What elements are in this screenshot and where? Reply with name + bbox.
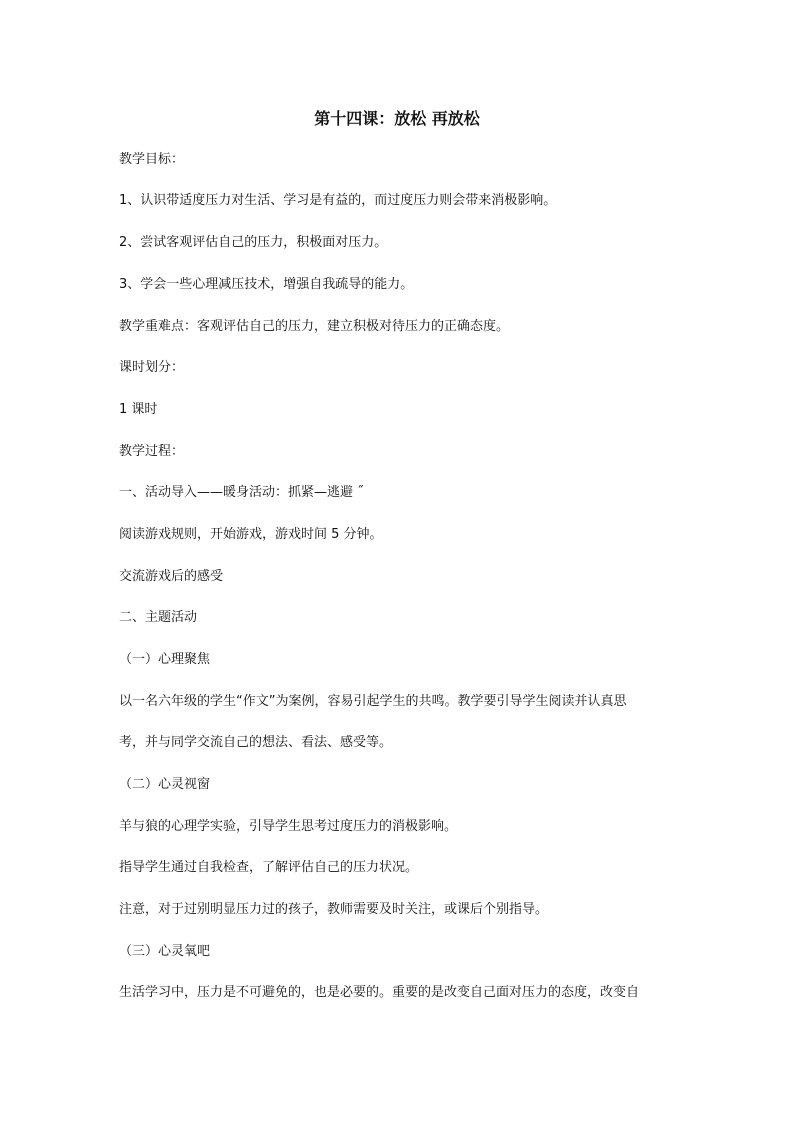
text-line: 交流游戏后的感受 xyxy=(119,569,224,584)
text-line: （二）心灵视窗 xyxy=(119,777,211,792)
text-line: 1 课时 xyxy=(119,402,158,417)
text-line: 教学目标： xyxy=(119,152,185,167)
text-line: 羊与狼的心理学实验，引导学生思考过度压力的消极影响。 xyxy=(119,819,458,834)
text-line: 考，并与同学交流自己的想法、看法、感受等。 xyxy=(119,735,393,750)
lesson-title: 第十四课：放松 再放松 xyxy=(314,109,480,128)
text-line: 生活学习中，压力是不可避免的，也是必要的。重要的是改变自己面对压力的态度，改变自 xyxy=(119,985,640,1000)
text-line: 二、主题活动 xyxy=(119,610,198,625)
text-line: 以一名六年级的学生“作文”为案例，容易引起学生的共鸣。教学要引导学生阅读并认真思 xyxy=(119,694,627,709)
text-line: 2、尝试客观评估自己的压力，积极面对压力。 xyxy=(119,235,388,250)
text-line: （一）心理聚焦 xyxy=(119,652,211,667)
text-line: 教学过程： xyxy=(119,444,185,459)
text-line: 指导学生通过自我检查，了解评估自己的压力状况。 xyxy=(119,860,419,875)
text-line: 阅读游戏规则，开始游戏，游戏时间 5 分钟。 xyxy=(119,527,383,542)
text-line: 3、学会一些心理减压技术，增强自我疏导的能力。 xyxy=(119,277,414,292)
text-line: 课时划分： xyxy=(119,360,185,375)
text-line: （三）心灵氧吧 xyxy=(119,944,211,959)
text-line: 注意，对于过别明显压力过的孩子，教师需要及时关注，或课后个别指导。 xyxy=(119,902,549,917)
text-line: 1、认识带适度压力对生活、学习是有益的，而过度压力则会带来消极影响。 xyxy=(119,193,557,208)
text-line: 教学重难点：客观评估自己的压力，建立积极对待压力的正确态度。 xyxy=(119,319,510,334)
text-line: 一、活动导入——暖身活动：抓紧—逃避 ˝ xyxy=(119,485,364,500)
